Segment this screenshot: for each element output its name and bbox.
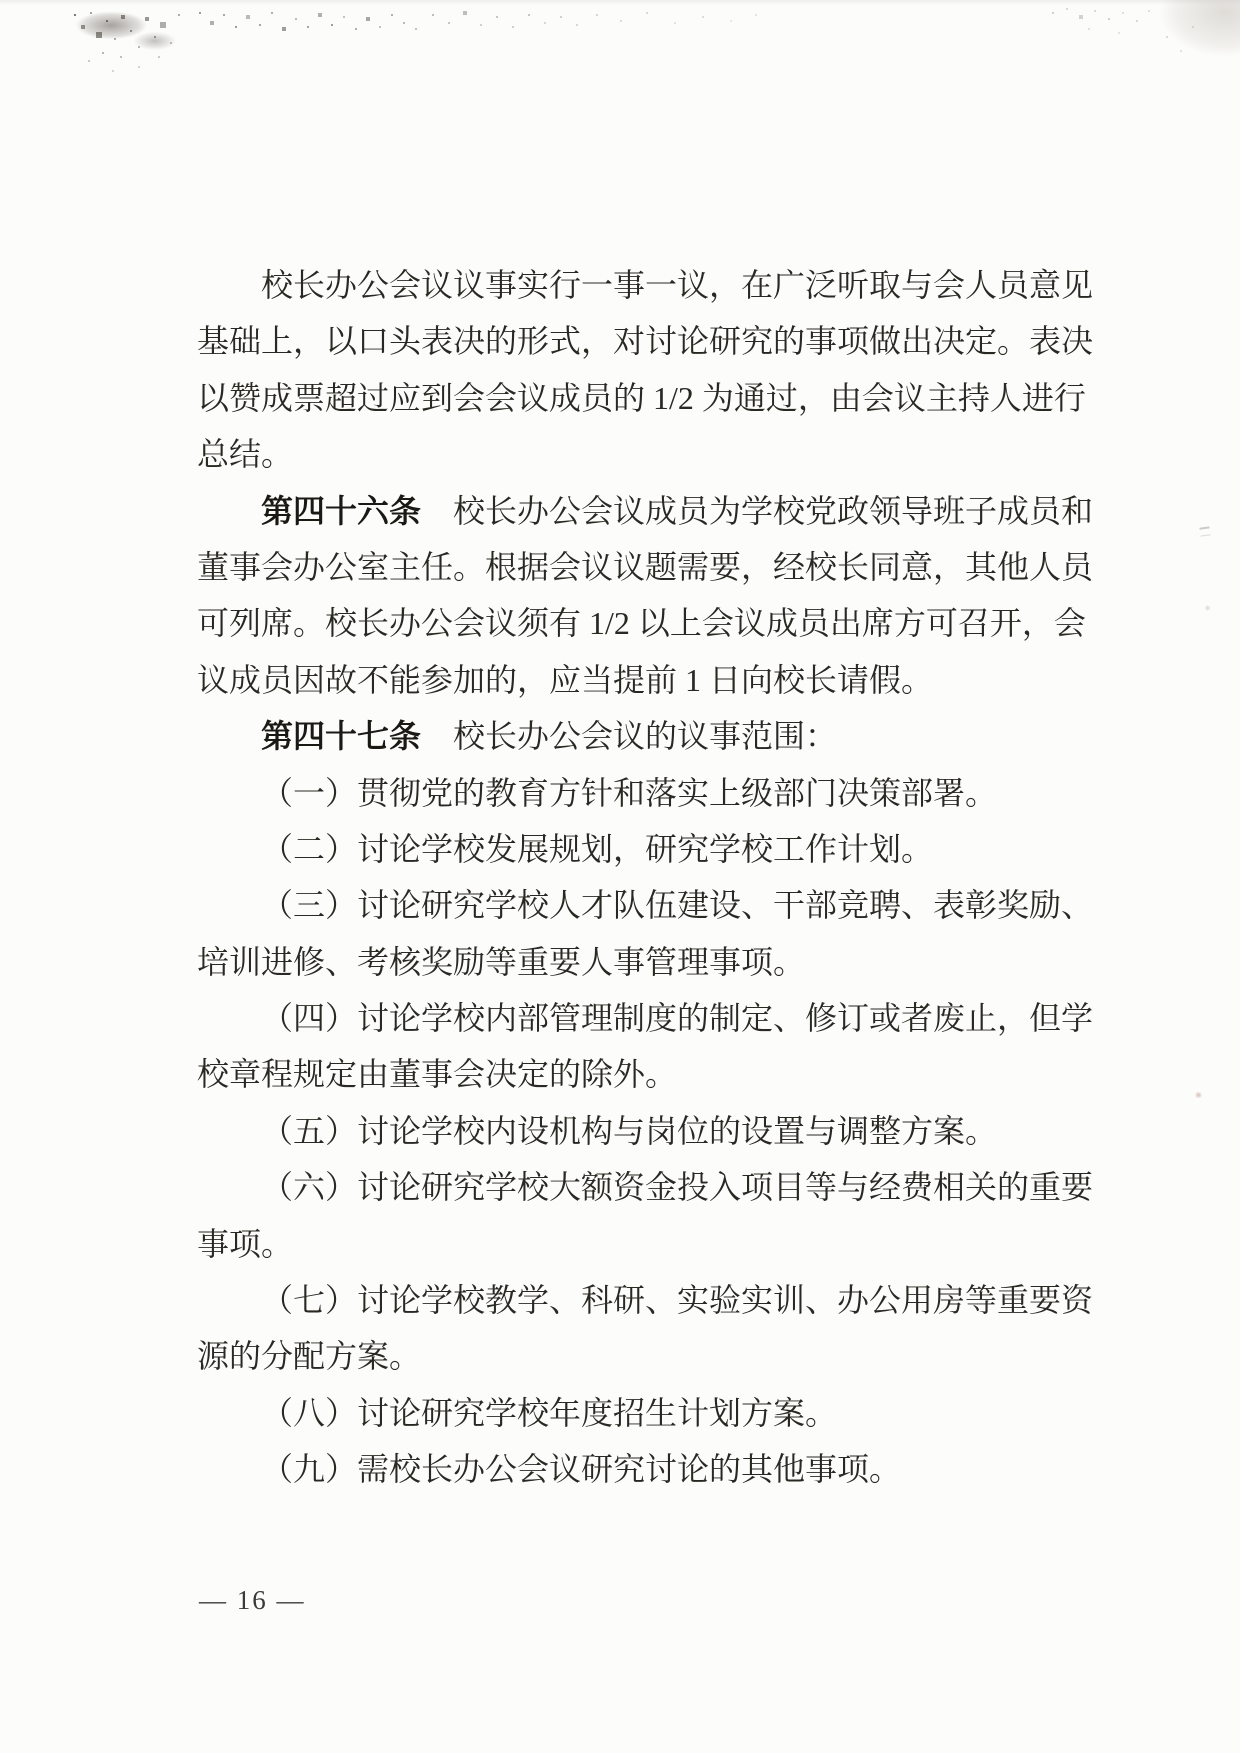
- document-body: [197, 257, 1097, 1498]
- text-segment: （七）讨论学校教学、科研、实验实训、办公用房等重要资: [261, 1282, 1094, 1319]
- text-line: [197, 1216, 1097, 1272]
- text-segment: （四）讨论学校内部管理制度的制定、修订或者废止，但学: [261, 1000, 1094, 1037]
- text-line: [197, 1385, 1097, 1441]
- text-line: [197, 370, 1097, 426]
- scan-artifact-speckle: [430, 10, 432, 12]
- text-line: [197, 990, 1097, 1046]
- text-line: [197, 1103, 1097, 1159]
- scan-artifact-speck: [1204, 605, 1211, 611]
- text-segment: 校长办公会议成员为学校党政领导班子成员和: [421, 492, 1094, 529]
- text-line: [197, 1046, 1097, 1102]
- text-segment: 校长办公会议议事实行一事一议，在广泛听取与会人员意见: [261, 267, 1094, 303]
- article-number-label: 第四十七条: [261, 718, 422, 755]
- text-segment: （六）讨论研究学校大额资金投入项目等与经费相关的重要: [261, 1169, 1094, 1206]
- text-segment: （三）讨论研究学校人才队伍建设、干部竞聘、表彰奖励、: [261, 887, 1094, 924]
- scan-artifact-speckle: [68, 8, 70, 10]
- text-line: [197, 1159, 1097, 1215]
- text-line: [197, 313, 1097, 369]
- text-line: [197, 539, 1097, 595]
- scan-artifact-speckle: [1048, 6, 1050, 8]
- text-segment: （二）讨论学校发展规划，研究学校工作计划。: [261, 830, 934, 867]
- text-segment: 事项。: [197, 1225, 294, 1262]
- text-segment: （一）贯彻党的教育方针和落实上级部门决策部署。: [261, 774, 998, 811]
- scan-artifact-top-strip: [0, 0, 1240, 5]
- article-number-label: 第四十六条: [261, 492, 422, 529]
- text-line: [197, 257, 1097, 313]
- text-segment: 校长办公会议的议事范围：: [421, 718, 838, 755]
- text-segment: （九）需校长办公会议研究讨论的其他事项。: [261, 1451, 902, 1488]
- scan-artifact-blob: [68, 5, 192, 63]
- scan-artifact-speckle: [195, 10, 197, 12]
- text-segment: 议成员因故不能参加的，应当提前 1 日向校长请假。: [197, 661, 934, 698]
- text-line: [197, 1272, 1097, 1328]
- text-line: [197, 934, 1097, 990]
- page-number: — 16 —: [199, 1585, 306, 1615]
- text-segment: 董事会办公室主任。根据会议议题需要，经校长同意，其他人员: [197, 548, 1094, 585]
- text-segment: 源的分配方案。: [197, 1338, 422, 1375]
- text-line: [197, 1441, 1097, 1497]
- text-segment: （八）讨论研究学校年度招生计划方案。: [261, 1394, 838, 1431]
- text-line: [197, 708, 1097, 764]
- text-segment: 校章程规定由董事会决定的除外。: [197, 1056, 678, 1093]
- text-line: [197, 877, 1097, 933]
- scan-artifact-speck: [1194, 1092, 1203, 1098]
- text-line: [197, 765, 1097, 821]
- text-line: [197, 426, 1097, 482]
- text-segment: 基础上，以口头表决的形式，对讨论研究的事项做出决定。表决: [197, 323, 1094, 360]
- text-segment: 总结。: [197, 436, 294, 473]
- text-line: [197, 1328, 1097, 1384]
- text-segment: （五）讨论学校内设机构与岗位的设置与调整方案。: [261, 1112, 998, 1149]
- text-line: [197, 652, 1097, 708]
- text-line: [197, 483, 1097, 539]
- text-segment: 以赞成票超过应到会会议成员的 1/2 为通过，由会议主持人进行: [197, 379, 1086, 416]
- text-line: [197, 595, 1097, 651]
- text-line: [197, 821, 1097, 877]
- text-segment: 可列席。校长办公会议须有 1/2 以上会议成员出席方可召开，会: [197, 605, 1086, 642]
- scan-artifact-corner-wash: [1140, 0, 1240, 100]
- text-segment: 培训进修、考核奖励等重要人事管理事项。: [197, 943, 806, 980]
- scan-artifact-speck: [1199, 526, 1210, 536]
- scan-artifact-speckle: [590, 10, 592, 12]
